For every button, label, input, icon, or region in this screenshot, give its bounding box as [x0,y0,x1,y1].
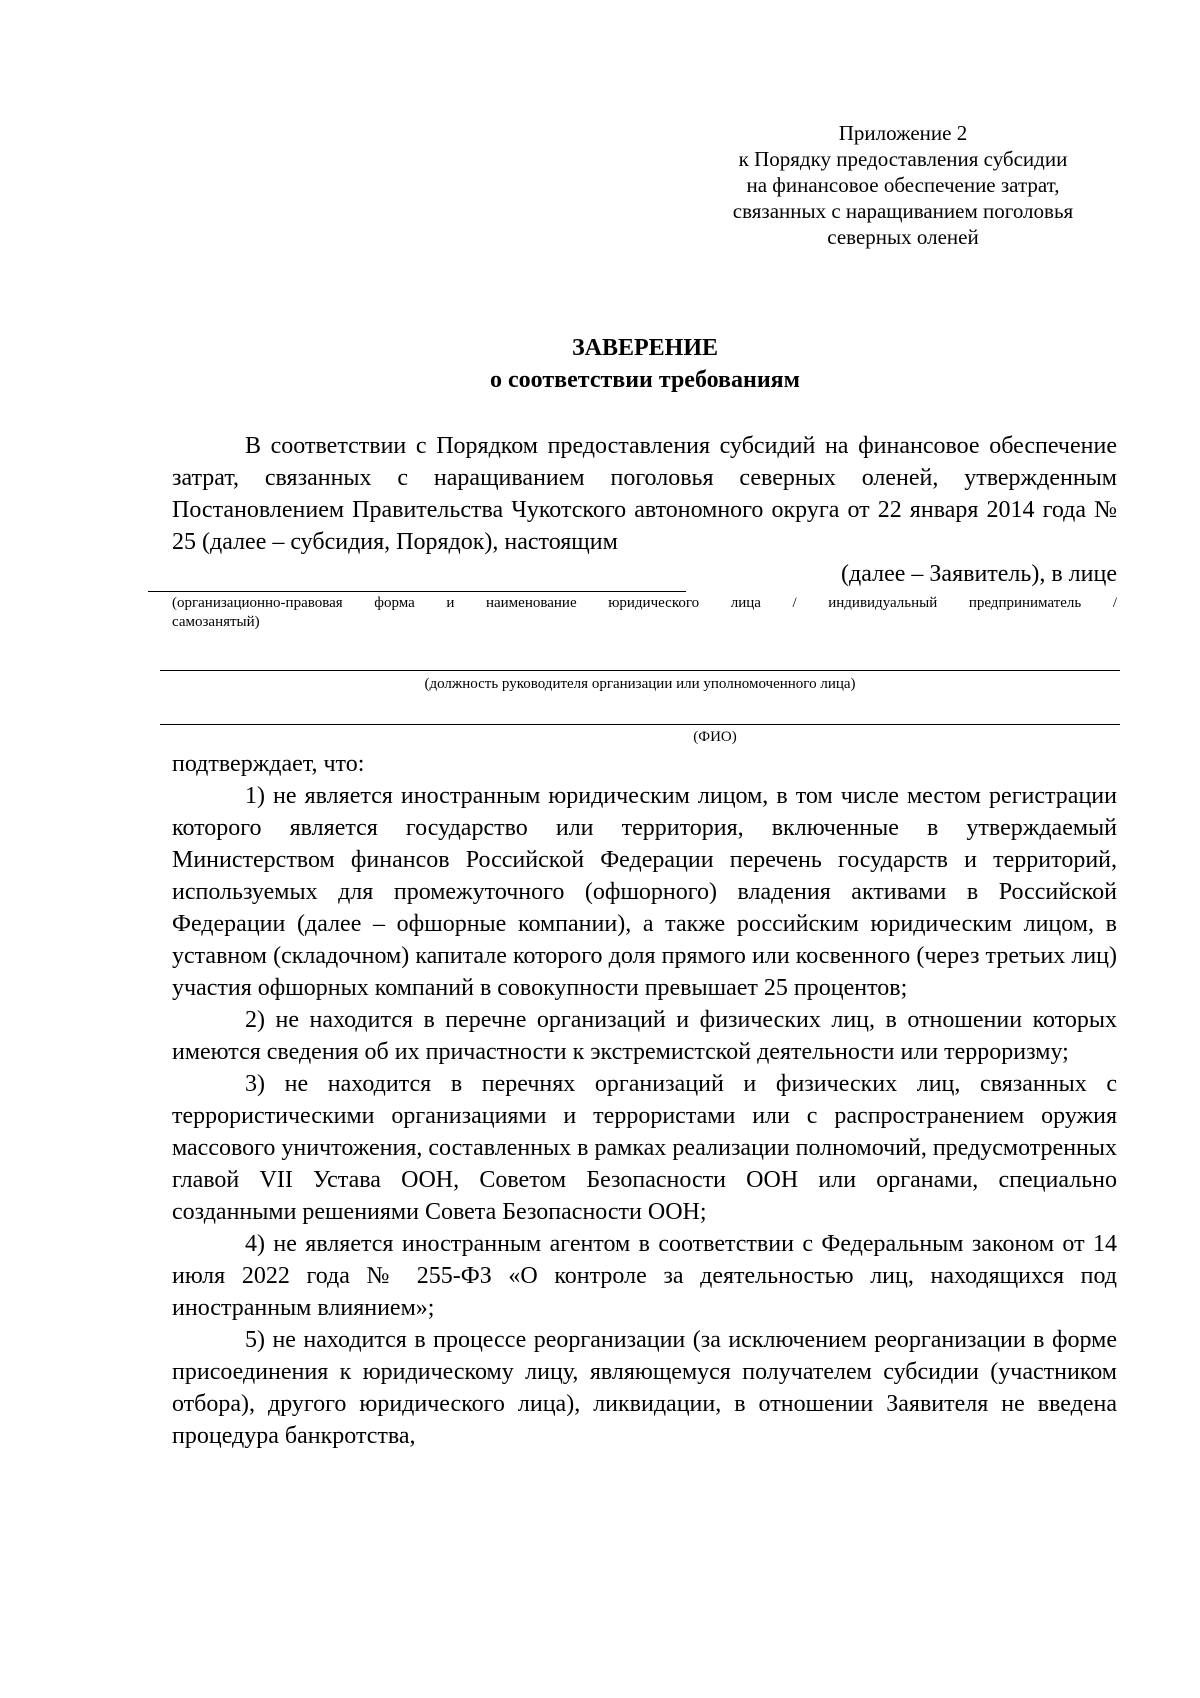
appendix-line: к Порядку предоставления субсидии [738,147,1068,171]
org-fill-line [148,591,686,592]
confirms-line: подтверждает, что: [172,751,365,777]
org-caption [172,594,1117,632]
intro-text: В соответствии с Порядком предоставления субсидий на финансовое обеспечение затрат, связанных с наращиванием поголовья северных оленей, утвержденным Постановлением Правительства Чукотского автономного округа от 22 января 2014 года № 25 (далее – субсидия, Порядок), настоящим [172,433,1117,555]
appendix-line: на финансовое обеспечение затрат, [746,173,1060,197]
document-title [0,332,1200,396]
list-item: 3) не находится в перечнях организаций и физических лиц, связанных с террористическими организациями и террористами или с распространением оружия массового уничтожения, составленных в рамках реализации полномочий, предусмотренных главой VII Устава ООН, Советом Безопасности ООН или органами, специально созданными решениями Совета Безопасности ООН; [172,1071,1117,1225]
title-main: ЗАВЕРЕНИЕ [571,335,719,361]
intro-paragraph [172,430,1117,558]
org-caption-continued: самозанятый) [172,614,260,630]
appendix-line: Приложение 2 [838,121,968,145]
position-fill-line [160,670,1120,671]
appendix-line: связанных с наращиванием поголовья [732,199,1074,223]
list-item: 4) не является иностранным агентом в соответствии с Федеральным законом от 14 июля 2022 года № 255-ФЗ «О контроле за деятельностью лиц, находящихся под иностранным влиянием»; [172,1231,1117,1321]
fio-fill-line [160,724,1120,725]
org-caption-line: (организационно-правовая форма и наименование юридического лица / индивидуальный предприниматель / [172,595,1117,611]
list-item: 1) не является иностранным юридическим лицом, в том числе местом регистрации которого является государство или территория, включенные в утверждаемый Министерством финансов Российской Федерации перечень государств и территорий, используемых для промежуточного (офшорного) владения активами в Российской Федерации (далее – офшорные компании), а также российским юридическим лицом, в уставном (складочном) капитале которого доля прямого или косвенного (через третьих лиц) участия офшорных компаний в совокупности превышает 25 процентов; [172,783,1117,1001]
list-item: 5) не находится в процессе реорганизации (за исключением реорганизации в форме присоединения к юридическому лицу, являющемуся получателем субсидии (участником отбора), другого юридического лица), ликвидации, в отношении Заявителя не введена процедура банкротства, [172,1327,1117,1449]
appendix-line: северных оленей [827,225,979,249]
title-subtitle: о соответствии требованиям [490,367,800,393]
fio-caption: (ФИО) [693,729,737,745]
intro-last-line: (далее – Заявитель), в лице [841,561,1117,587]
list-item: 2) не находится в перечне организаций и физических лиц, в отношении которых имеются сведения об их причастности к экстремистской деятельности или терроризму; [172,1007,1117,1065]
appendix-header [698,120,1108,250]
position-caption: (должность руководителя организации или уполномоченного лица) [424,676,856,692]
body-paragraphs [172,748,1117,1452]
